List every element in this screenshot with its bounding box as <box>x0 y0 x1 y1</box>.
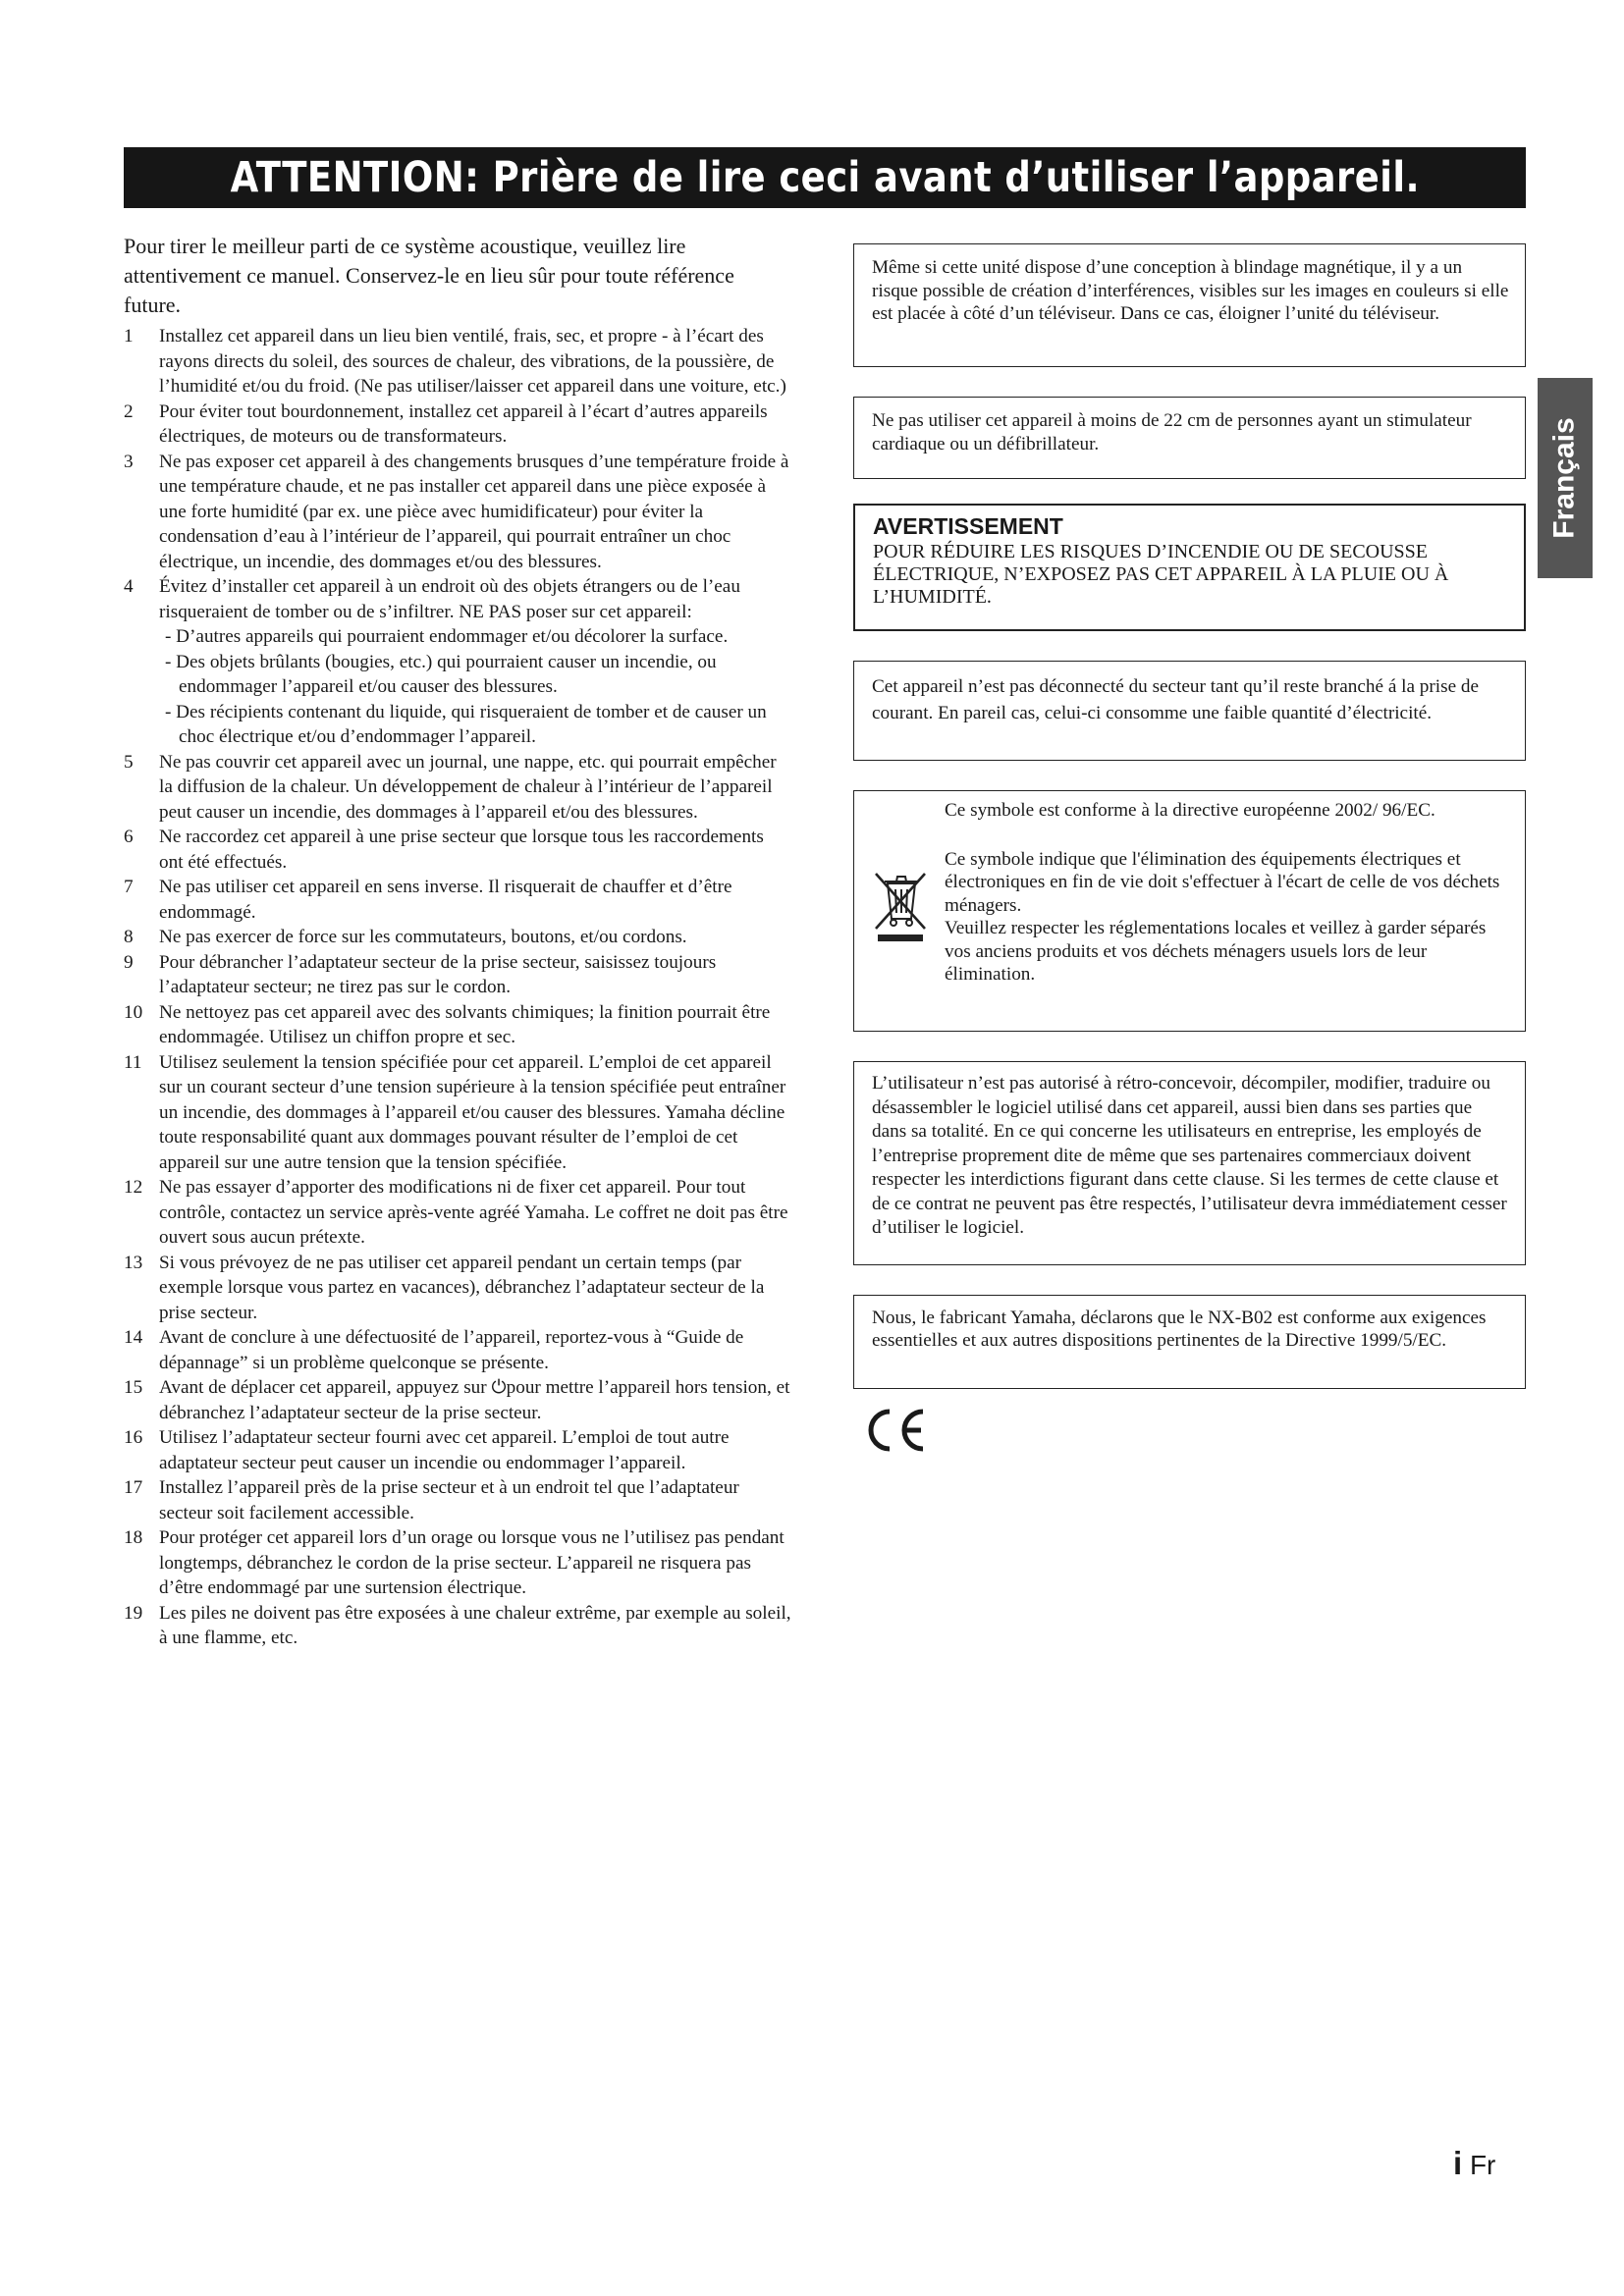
language-tab: Français <box>1538 378 1593 578</box>
item-text: Installez l’appareil près de la prise secteur et à un endroit tel que l’adaptateur secteur soit facilement accessible. <box>159 1477 739 1523</box>
sub-list <box>159 624 791 750</box>
weee-disposal-text: Ce symbole indique que l'élimination des équipements électriques et électroniques en fin de vie doit s'effectuer à l'écart de celle de vos déchets ménagers. <box>945 848 1500 916</box>
item-number: 18 <box>124 1527 143 1548</box>
item-text: Ne pas exercer de force sur les commutateurs, boutons, et/ou cordons. <box>159 927 687 947</box>
item-number: 3 <box>124 451 134 472</box>
item-text: Ne pas essayer d’apporter des modifications ni de fixer cet appareil. Pour tout contrôle, contactez un service après-vente agréé Yamaha. Le coffret ne doit pas être ouvert sous aucun prétexte. <box>159 1177 788 1248</box>
page-number: i Fr <box>1453 2145 1496 2181</box>
instruction-item <box>124 1050 791 1176</box>
item-number: 16 <box>124 1427 143 1448</box>
sub-item: - D’autres appareils qui pourraient endommager et/ou décolorer la surface. <box>165 626 729 647</box>
crossed-bin-icon <box>872 866 929 944</box>
item-text: Pour débrancher l’adaptateur secteur de la prise secteur, saisissez toujours l’adaptateur secteur; ne tirez pas sur le cordon. <box>159 951 717 997</box>
instruction-item <box>124 1175 791 1251</box>
intro-paragraph: Pour tirer le meilleur parti de ce système acoustique, veuillez lire attentivement ce manuel. Conservez-le en lieu sûr pour toute référence future. <box>124 234 734 317</box>
item-text: Avant de conclure à une défectuosité de l’appareil, reportez-vous à “Guide de dépannage” si un problème quelconque se présente. <box>159 1327 744 1373</box>
instruction-item <box>124 750 791 826</box>
weee-directive-text: Ce symbole est conforme à la directive européenne 2002/ 96/EC. <box>945 800 1435 821</box>
item-number: 7 <box>124 877 134 897</box>
ce-mark-icon <box>860 1406 929 1455</box>
instruction-item <box>124 825 791 875</box>
safety-instructions <box>124 232 791 1651</box>
pacemaker-notice: Ne pas utiliser cet appareil à moins de 22 cm de personnes ayant un stimulateur cardiaque ou un défibrillateur. <box>853 397 1526 479</box>
instruction-item <box>124 1425 791 1475</box>
instruction-item <box>124 1375 791 1425</box>
magnetic-shield-notice: Même si cette unité dispose d’une conception à blindage magnétique, il y a un risque possible de création d’interférences, visibles sur les images en couleurs si elle est placée à côté d’un téléviseur. Dans ce cas, éloigner l’unité du téléviseur. <box>853 243 1526 367</box>
item-number: 9 <box>124 951 134 973</box>
page-title-banner: ATTENTION: Prière de lire ceci avant d’utiliser l’appareil. <box>124 147 1526 208</box>
sub-item: - Des récipients contenant du liquide, qui risqueraient de tomber et de causer un choc électrique et/ou d’endommager l’appareil. <box>165 701 767 747</box>
item-number: 8 <box>124 927 134 947</box>
weee-notice <box>853 790 1526 1032</box>
instruction-item <box>124 1325 791 1375</box>
item-text: Pour éviter tout bourdonnement, installez cet appareil à l’écart d’autres appareils électriques, de moteurs ou de transformateurs. <box>159 400 768 447</box>
notices-column <box>853 243 1526 1418</box>
item-text: Utilisez seulement la tension spécifiée pour cet appareil. L’emploi de cet appareil sur un courant secteur d’une tension supérieure à la tension spécifiée peut entraîner un incendie, des dommages à l’appareil et/ou causer des blessures. Yamaha décline toute responsabilité quant aux dommages pouvant résulter de l’emploi de cet appareil sur une autre tension que la tension spécifiée. <box>159 1051 786 1173</box>
item-text: Les piles ne doivent pas être exposées à une chaleur extrême, par exemple au soleil, à une flamme, etc. <box>159 1602 791 1648</box>
standby-notice: Cet appareil n’est pas déconnecté du secteur tant qu’il reste branché á la prise de courant. En pareil cas, celui-ci consomme une faible quantité d’électricité. <box>853 661 1526 761</box>
item-text: Utilisez l’adaptateur secteur fourni avec cet appareil. L’emploi de tout autre adaptateur secteur peut causer un incendie ou endommager l’appareil. <box>159 1427 730 1473</box>
item-text: Ne nettoyez pas cet appareil avec des solvants chimiques; la finition pourrait être endommagée. Utilisez un chiffon propre et sec. <box>159 1001 771 1047</box>
item-text: Ne pas utiliser cet appareil en sens inverse. Il risquerait de chauffer et d’être endommagé. <box>159 877 732 923</box>
item-number: 14 <box>124 1327 143 1348</box>
item-number: 11 <box>124 1051 142 1073</box>
instruction-item <box>124 450 791 575</box>
software-license-notice: L’utilisateur n’est pas autorisé à rétro-concevoir, décompiler, modifier, traduire ou désassembler le logiciel utilisé dans cet appareil, aussi bien dans ses parties que dans sa totalité. En ce qui concerne les utilisateurs en entreprise, les employés de l’entreprise proprement dite de même que ses partenaires commerciaux doivent respecter les interdictions figurant dans cette clause. Si les termes de cette clause et de ce contrat ne peuvent pas être respectés, l’utilisateur devra immédiatement cesser d’utiliser le logiciel. <box>853 1061 1526 1265</box>
item-text: Avant de déplacer cet appareil, appuyez sur ⏻pour mettre l’appareil hors tension, et débranchez l’adaptateur secteur de la prise secteur. <box>159 1377 790 1423</box>
item-number: 12 <box>124 1177 143 1198</box>
warning-title: AVERTISSEMENT <box>873 513 1063 539</box>
instruction-item <box>124 1475 791 1525</box>
item-number: 4 <box>124 576 134 597</box>
instruction-item <box>124 574 791 750</box>
instruction-item <box>124 1525 791 1601</box>
item-text: Ne pas couvrir cet appareil avec un journal, une nappe, etc. qui pourrait empêcher la diffusion de la chaleur. Un développement de chaleur à l’intérieur de l’appareil peut causer un incendie, des dommages à l’appareil et/ou des blessures. <box>159 751 777 823</box>
instruction-item <box>124 950 791 1000</box>
item-number: 6 <box>124 827 134 847</box>
item-text: Pour protéger cet appareil lors d’un orage ou lorsque vous ne l’utilisez pas pendant longtemps, débranchez le cordon de la prise secteur. L’appareil ne risquera pas d’être endommagé par une surtension électrique. <box>159 1527 785 1598</box>
instruction-item <box>124 324 791 400</box>
instruction-item <box>124 925 791 950</box>
instruction-item <box>124 1601 791 1651</box>
weee-regulation-text: Veuillez respecter les réglementations locales et veillez à garder séparés vos anciens produits et vos déchets ménagers usuels lors de leur élimination. <box>945 918 1487 985</box>
instruction-item <box>124 1251 791 1326</box>
item-number: 19 <box>124 1602 143 1624</box>
item-number: 15 <box>124 1377 143 1398</box>
warning-text: POUR RÉDUIRE LES RISQUES D’INCENDIE OU DE SECOUSSE ÉLECTRIQUE, N’EXPOSEZ PAS CET APPAREIL À LA PLUIE OU À L’HUMIDITÉ. <box>873 541 1449 608</box>
item-text: Installez cet appareil dans un lieu bien ventilé, frais, sec, et propre - à l’écart des rayons directs du soleil, des sources de chaleur, des vibrations, de la poussière, de l’humidité et/ou du froid. (Ne pas utiliser/laisser cet appareil dans une voiture, etc.) <box>159 326 786 397</box>
item-text: Ne pas exposer cet appareil à des changements brusques d’une température froide à une température chaude, et ne pas installer cet appareil dans une pièce exposée à une forte humidité (par ex. une pièce avec humidificateur) pour éviter la condensation d’eau à l’intérieur de l’appareil, qui pourrait entraîner un choc électrique, un incendie, des dommages et/ou des blessures. <box>159 451 789 572</box>
instruction-item <box>124 1000 791 1050</box>
item-text: Évitez d’installer cet appareil à un endroit où des objets étrangers ou de l’eau risqueraient de tomber ou de s’infiltrer. NE PAS poser sur cet appareil: <box>159 576 740 622</box>
item-number: 1 <box>124 326 134 347</box>
item-number: 5 <box>124 751 134 773</box>
warning-box <box>853 504 1526 631</box>
item-number: 13 <box>124 1252 143 1273</box>
item-number: 2 <box>124 400 134 422</box>
item-text: Ne raccordez cet appareil à une prise secteur que lorsque tous les raccordements ont été effectués. <box>159 827 764 873</box>
item-number: 10 <box>124 1001 143 1023</box>
item-number: 17 <box>124 1477 143 1498</box>
item-text: Si vous prévoyez de ne pas utiliser cet appareil pendant un certain temps (par exemple lorsque vous partez en vacances), débranchez l’adaptateur secteur de la prise secteur. <box>159 1252 765 1323</box>
sub-item: - Des objets brûlants (bougies, etc.) qui pourraient causer un incendie, ou endommager l’appareil et/ou causer des blessures. <box>165 651 717 697</box>
conformity-declaration: Nous, le fabricant Yamaha, déclarons que le NX-B02 est conforme aux exigences essentielles et aux autres dispositions pertinentes de la Directive 1999/5/EC. <box>853 1295 1526 1389</box>
instruction-item <box>124 875 791 925</box>
instruction-item <box>124 400 791 450</box>
instruction-list <box>124 324 791 1651</box>
